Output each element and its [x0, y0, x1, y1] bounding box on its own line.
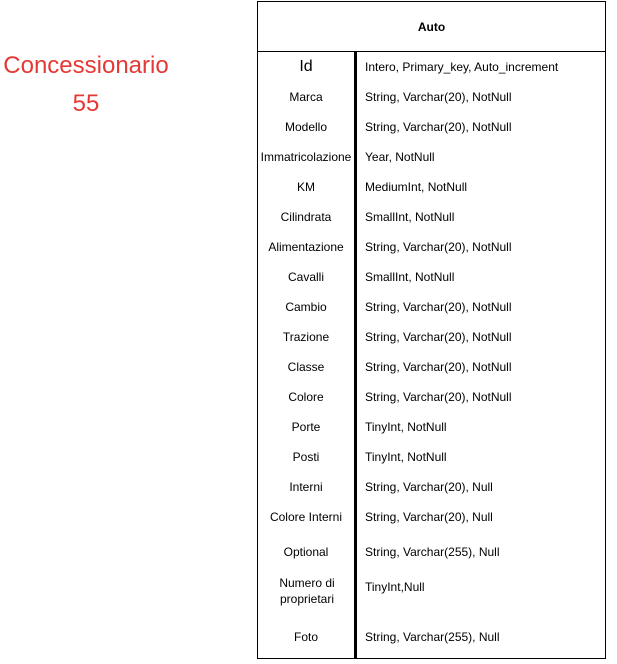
- attribute-name: Id: [299, 58, 313, 75]
- attribute-name: Modello: [284, 120, 328, 134]
- column-divider: [354, 52, 357, 659]
- diagram-number: 55: [72, 90, 100, 117]
- attribute-name: Immatricolazione: [260, 150, 352, 164]
- attribute-name: Optional: [283, 545, 329, 559]
- attribute-type: TinyInt, NotNull: [365, 420, 447, 434]
- attribute-type: String, Varchar(20), NotNull: [365, 90, 512, 104]
- attribute-type: String, Varchar(20), Null: [365, 480, 493, 494]
- attribute-name: Alimentazione: [268, 240, 344, 254]
- attribute-type: TinyInt, NotNull: [365, 450, 447, 464]
- attribute-name: Classe: [287, 360, 325, 374]
- attribute-type: MediumInt, NotNull: [365, 180, 468, 194]
- attribute-name: Trazione: [282, 330, 330, 344]
- attribute-type: String, Varchar(20), NotNull: [365, 300, 512, 314]
- attribute-type: String, Varchar(20), Null: [365, 510, 493, 524]
- attribute-type: String, Varchar(20), NotNull: [365, 120, 512, 134]
- attribute-name: Colore: [288, 390, 324, 404]
- attribute-type: SmallInt, NotNull: [365, 270, 455, 284]
- attribute-type: String, Varchar(255), Null: [365, 545, 500, 559]
- attribute-name: Colore Interni: [269, 510, 343, 524]
- entity-name: Auto: [258, 2, 605, 52]
- attribute-type: String, Varchar(20), NotNull: [365, 360, 512, 374]
- attribute-name: Marca: [289, 90, 323, 104]
- attribute-type: Year, NotNull: [365, 150, 435, 164]
- attribute-type: String, Varchar(20), NotNull: [365, 330, 512, 344]
- attribute-name: Numero di proprietari: [279, 576, 335, 606]
- attribute-name: KM: [297, 180, 315, 194]
- attribute-name: Posti: [292, 450, 320, 464]
- attribute-type: TinyInt,Null: [365, 580, 425, 594]
- attribute-type: String, Varchar(20), NotNull: [365, 240, 512, 254]
- entity-table: [257, 1, 606, 659]
- attribute-name: Cambio: [285, 300, 327, 314]
- attribute-type: SmallInt, NotNull: [365, 210, 455, 224]
- attribute-name: Cilindrata: [280, 210, 332, 224]
- diagram-title: Concessionario: [3, 52, 169, 79]
- attribute-name: Foto: [293, 630, 318, 644]
- attribute-type: Intero, Primary_key, Auto_increment: [365, 60, 559, 74]
- attribute-type: String, Varchar(20), NotNull: [365, 390, 512, 404]
- attribute-name: Interni: [289, 480, 323, 494]
- attribute-name: Cavalli: [287, 270, 324, 284]
- attribute-type: String, Varchar(255), Null: [365, 630, 500, 644]
- attribute-name: Porte: [291, 420, 321, 434]
